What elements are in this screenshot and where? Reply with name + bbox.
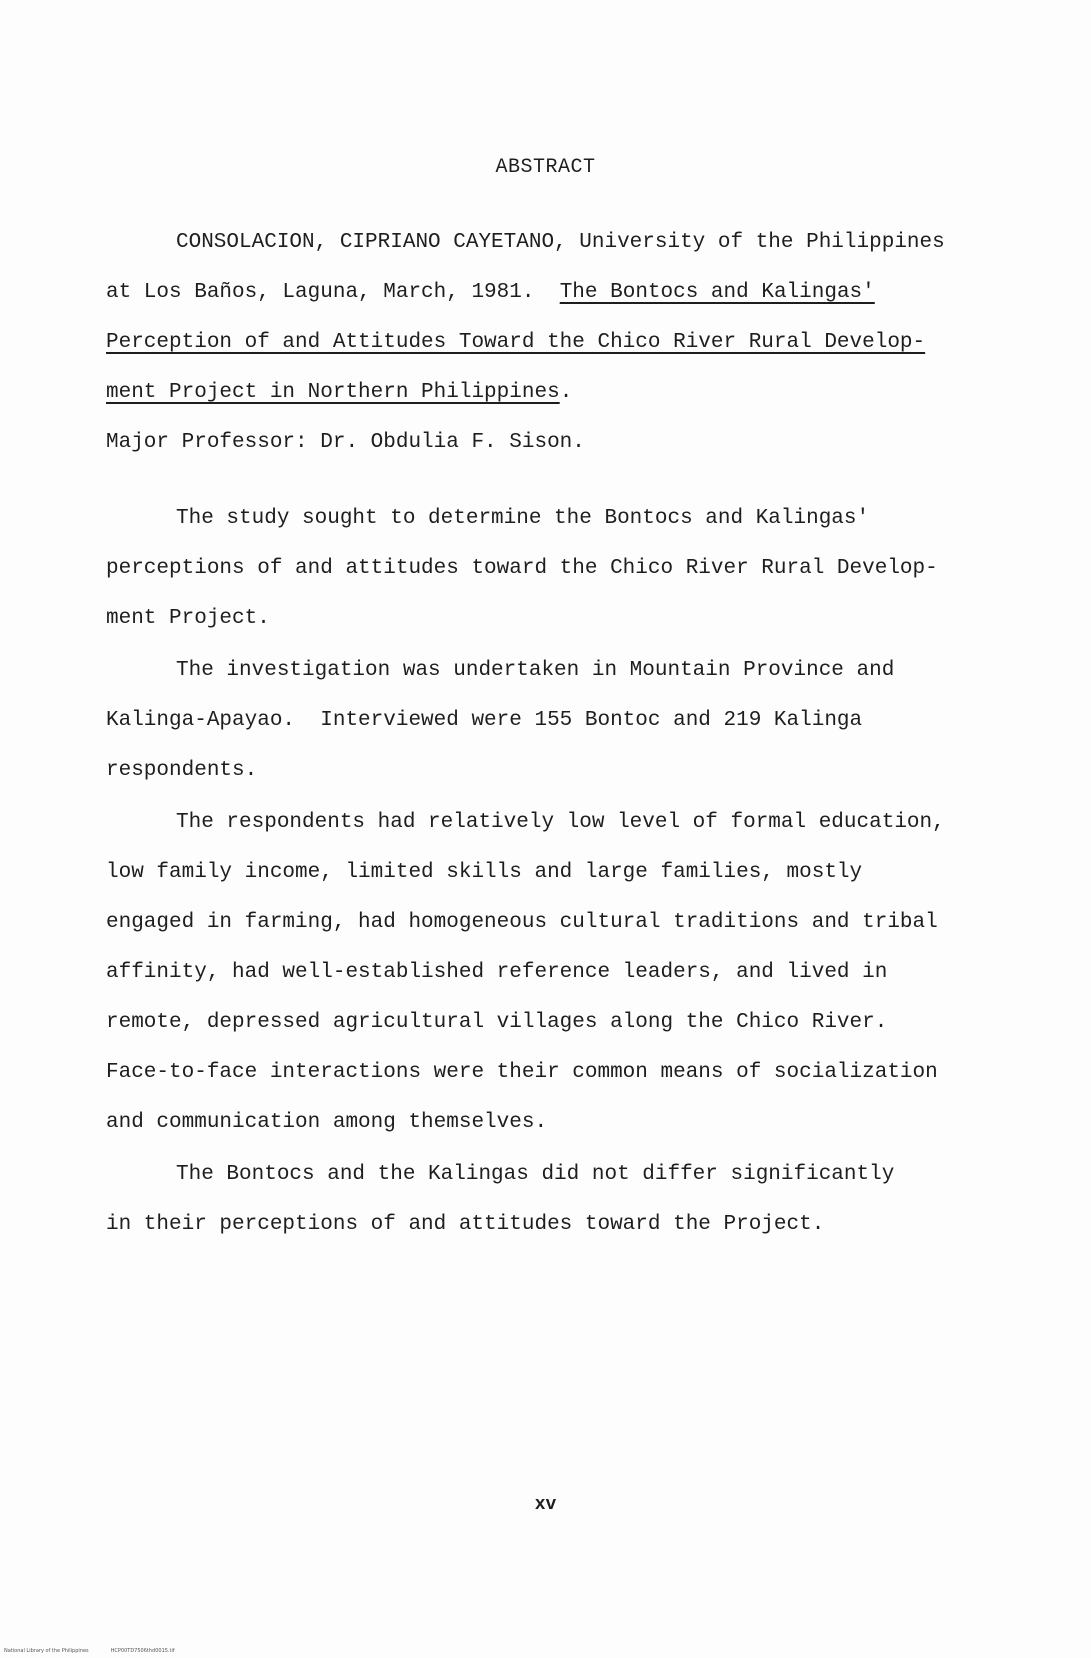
footer-library: National Library of the Philippines: [4, 1648, 89, 1654]
citation-place-date: at Los Baños, Laguna, March, 1981.: [106, 281, 535, 304]
paragraph-4: The Bontocs and the Kalingas did not differ significantly in their perceptions of and attitudes toward the Project.: [106, 1163, 895, 1236]
paragraph-1: The study sought to determine the Bontocs and Kalingas' perceptions of and attitudes toward the Chico River Rural Develop- ment Project.: [106, 507, 938, 630]
citation-author-line: CONSOLACION, CIPRIANO CAYETANO, University of the Philippines: [176, 231, 945, 254]
page-number: xv: [534, 1495, 557, 1515]
paragraph-3: The respondents had relatively low level of formal education, low family income, limited skills and large families, mostly engaged in farming, had homogeneous cultural traditions and tribal affinity, had well-established reference leaders, and lived in remote, depressed agricultural villages along the Chico River. Face-to-face interactions were their common means of socialization and communication among themselves.: [106, 811, 945, 1134]
citation-block: [106, 218, 986, 468]
citation-title-part1: The Bontocs and Kalingas': [559, 281, 875, 304]
citation-title-line-3: ment Project in Northern Philippines.: [106, 381, 573, 404]
major-professor-line: Major Professor: Dr. Obdulia F. Sison.: [106, 431, 585, 454]
paragraph-2: The investigation was undertaken in Mountain Province and Kalinga-Apayao. Interviewed were 155 Bontoc and 219 Kalinga respondents.: [106, 659, 895, 782]
scan-footer: [4, 1648, 175, 1654]
citation-place-date-line: [106, 268, 986, 318]
abstract-heading: ABSTRACT: [495, 156, 596, 179]
footer-file: HCP00TD7506thd0015.tif: [110, 1648, 175, 1654]
citation-title-line-2: Perception of and Attitudes Toward the Chico River Rural Develop-: [106, 331, 926, 354]
